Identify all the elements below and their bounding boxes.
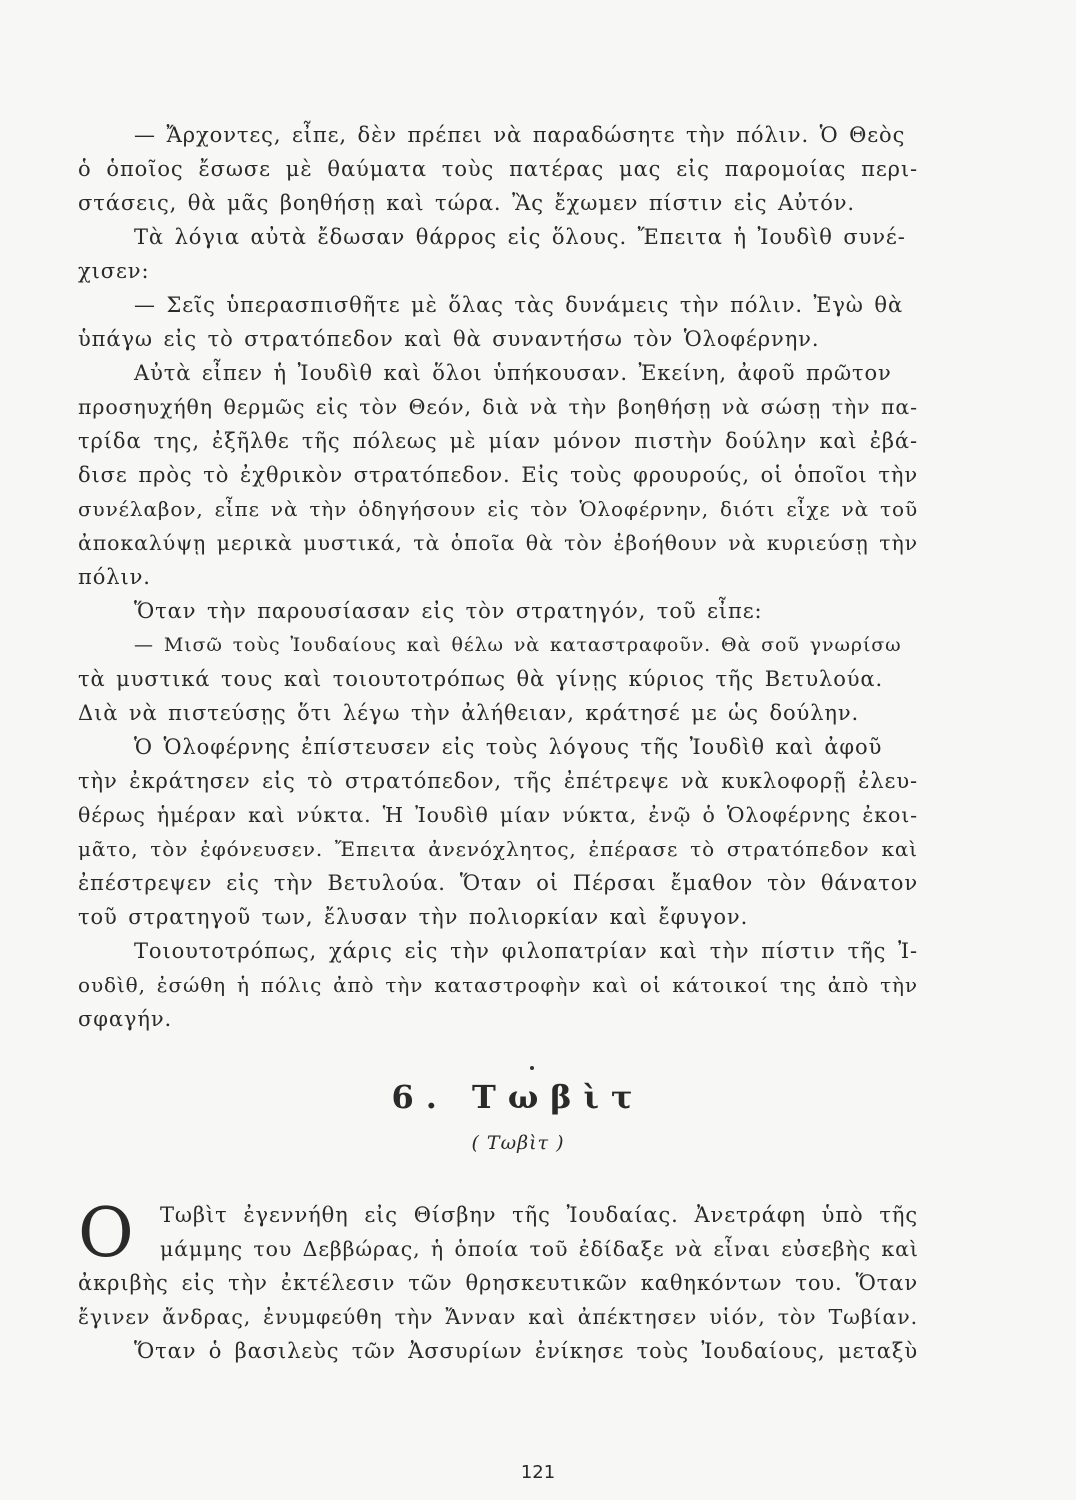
text-line: ἔγινεν ἄνδρας, ἐνυμφεύθη τὴν Ἄνναν καὶ ἀπέκτησεν υἱόν, τὸν Τωβίαν. — [78, 1305, 918, 1329]
section-text — [78, 1194, 919, 1368]
text-line: τρίδα της, ἐξῆλθε τῆς πόλεως μὲ μίαν μόνον πιστὴν δούλην καὶ ἐβά- — [78, 429, 918, 453]
section-heading: 6. Τωβὶτ — [391, 1078, 645, 1116]
text-line: ὁ ὁποῖος ἔσωσε μὲ θαύματα τοὺς πατέρας μας εἰς παρομοίας περι- — [78, 157, 918, 181]
text-line: συνέλαβον, εἶπε νὰ τὴν ὁδηγήσουν εἰς τὸν Ὁλοφέρνην, διότι εἶχε νὰ τοῦ — [78, 497, 918, 521]
text-line: πόλιν. — [78, 565, 151, 589]
text-line: ὑπάγω εἰς τὸ στρατόπεδον καὶ θὰ συναντήσω τὸν Ὁλοφέρνην. — [78, 327, 820, 351]
text-line: μᾶτο, τὸν ἐφόνευσεν. Ἔπειτα ἀνενόχλητος, ἐπέρασε τὸ στρατόπεδον καὶ — [78, 837, 918, 861]
text-line: ἀκριβὴς εἰς τὴν ἐκτέλεσιν τῶν θρησκευτικῶν καθηκόντων του. Ὅταν — [78, 1271, 918, 1295]
text-line: σφαγήν. — [78, 1007, 173, 1031]
text-line: τὴν ἐκράτησεν εἰς τὸ στρατόπεδον, τῆς ἐπέτρεψε νὰ κυκλοφορῇ ἐλευ- — [78, 769, 918, 793]
text-line: τοῦ στρατηγοῦ των, ἔλυσαν τὴν πολιορκίαν καὶ ἔφυγον. — [78, 905, 749, 929]
text-line: Ὅταν ὁ βασιλεὺς τῶν Ἀσσυρίων ἐνίκησε τοὺς Ἰουδαίους, μεταξὺ — [134, 1339, 918, 1363]
text-line: Ὁ Ὁλοφέρνης ἐπίστευσεν εἰς τοὺς λόγους τῆς Ἰουδὶθ καὶ ἀφοῦ — [134, 735, 883, 759]
text-line: προσηυχήθη θερμῶς εἰς τὸν Θεόν, διὰ νὰ τὴν βοηθήσῃ νὰ σώσῃ τὴν πα- — [78, 395, 918, 419]
text-line: — Ἄρχοντες, εἶπε, δὲν πρέπει νὰ παραδώσητε τὴν πόλιν. Ὁ Θεὸς — [134, 123, 906, 147]
text-line: Τωβὶτ ἐγεννήθη εἰς Θίσβην τῆς Ἰουδαίας. Ἀνετράφη ὑπὸ τῆς — [160, 1203, 918, 1227]
text-line: θέρως ἡμέραν καὶ νύκτα. Ἡ Ἰουδὶθ μίαν νύκτα, ἐνῷ ὁ Ὁλοφέρνης ἐκοι- — [78, 803, 918, 827]
decorative-dot — [530, 1066, 534, 1070]
text-line: Ὅταν τὴν παρουσίασαν εἰς τὸν στρατηγόν, τοῦ εἶπε: — [134, 599, 763, 623]
text-line: μάμμης του Δεββώρας, ἡ ὁποία τοῦ ἐδίδαξε νὰ εἶναι εὐσεβὴς καὶ — [160, 1237, 919, 1261]
page-body — [78, 118, 919, 1363]
text-line: ἀποκαλύψῃ μερικὰ μυστικά, τὰ ὁποῖα θὰ τὸν ἐβοήθουν νὰ κυριεύσῃ τὴν — [78, 531, 918, 555]
text-line: ἐπέστρεψεν εἰς τὴν Βετυλούα. Ὅταν οἱ Πέρσαι ἔμαθον τὸν θάνατον — [78, 871, 918, 895]
text-line: δισε πρὸς τὸ ἐχθρικὸν στρατόπεδον. Εἰς τοὺς φρουρούς, οἱ ὁποῖοι τὴν — [78, 463, 918, 487]
text-line: — Σεῖς ὑπερασπισθῆτε μὲ ὅλας τὰς δυνάμεις τὴν πόλιν. Ἐγὼ θὰ — [134, 293, 904, 317]
text-line: Τὰ λόγια αὐτὰ ἔδωσαν θάρρος εἰς ὅλους. Ἔπειτα ἡ Ἰουδὶθ συνέ- — [134, 225, 906, 249]
section-subtitle: ( Τωβὶτ ) — [471, 1132, 565, 1154]
text-line: στάσεις, θὰ μᾶς βοηθήσῃ καὶ τώρα. Ἂς ἔχωμεν πίστιν εἰς Αὐτόν. — [78, 191, 855, 215]
text-line: χισεν: — [78, 259, 150, 283]
text-line: ουδὶθ, ἐσώθη ἡ πόλις ἀπὸ τὴν καταστροφὴν καὶ οἱ κάτοικοί της ἀπὸ τὴν — [78, 973, 918, 997]
text-line: — Μισῶ τοὺς Ἰουδαίους καὶ θέλω νὰ καταστραφοῦν. Θὰ σοῦ γνωρίσω — [134, 634, 902, 656]
text-line: τὰ μυστικά τους καὶ τοιουτοτρόπως θὰ γίνῃς κύριος τῆς Βετυλούα. — [78, 667, 884, 691]
page-number: 121 — [520, 1462, 556, 1483]
text-line: Διὰ νὰ πιστεύσῃς ὅτι λέγω τὴν ἀλήθειαν, κράτησέ με ὡς δούλην. — [78, 701, 860, 725]
text-line: Τοιουτοτρόπως, χάρις εἰς τὴν φιλοπατρίαν καὶ τὴν πίστιν τῆς Ἰ- — [134, 939, 918, 963]
drop-cap: Ο — [78, 1194, 134, 1273]
text-line: Αὐτὰ εἶπεν ἡ Ἰουδὶθ καὶ ὅλοι ὑπήκουσαν. Ἐκείνη, ἀφοῦ πρῶτον — [134, 361, 892, 385]
